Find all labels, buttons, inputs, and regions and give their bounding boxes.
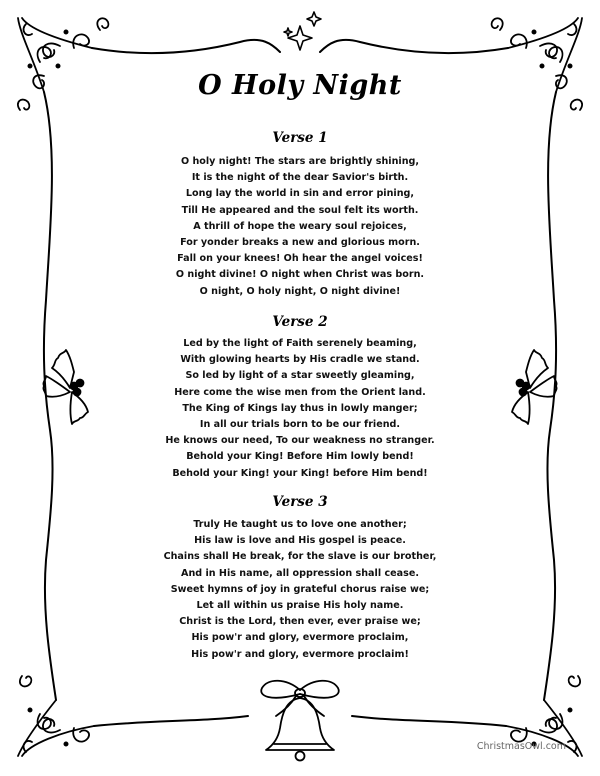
lyric-line: His pow'r and glory, evermore proclaim! xyxy=(191,648,409,660)
lyric-line: Fall on your knees! Oh hear the angel voices! xyxy=(177,253,423,265)
holly-icon xyxy=(512,350,557,424)
lyric-line: It is the night of the dear Savior's birth. xyxy=(191,172,409,184)
lyric-line: A thrill of hope the weary soul rejoices, xyxy=(193,220,407,232)
lyric-line: Behold your King! your King! before Him bend! xyxy=(172,467,428,479)
lyric-line: Long lay the world in sin and error pining, xyxy=(185,188,415,200)
lyric-line: Sweet hymns of joy in grateful chorus raise we; xyxy=(170,583,430,595)
verse-2-heading: Verse 2 xyxy=(272,314,328,330)
lyric-line: Let all within us praise His holy name. xyxy=(196,600,404,612)
lyric-line: Behold your King! Before Him lowly bend! xyxy=(186,451,414,463)
lyric-line: O night, O holy night, O night divine! xyxy=(199,285,401,297)
verse-1-lyrics xyxy=(120,154,480,300)
lyric-line: Chains shall He break, for the slave is our brother, xyxy=(163,551,437,563)
lyric-line: O night divine! O night when Christ was born. xyxy=(175,269,425,281)
bell-bow-icon xyxy=(261,681,338,761)
sparkle-stars-icon xyxy=(284,12,321,50)
lyric-line: O holy night! The stars are brightly shining, xyxy=(180,156,420,167)
lyric-line: In all our trials born to be our friend. xyxy=(199,419,401,431)
verse-2-lyrics xyxy=(120,336,480,482)
lyric-line: Truly He taught us to love one another; xyxy=(193,519,407,530)
lyric-line: Christ is the Lord, then ever, ever praise we; xyxy=(179,616,421,628)
verse-3-heading: Verse 3 xyxy=(272,494,328,510)
lyric-line: Till He appeared and the soul felt its worth. xyxy=(181,204,419,216)
lyric-line: And in His name, all oppression shall cease. xyxy=(181,567,419,579)
lyric-line: With glowing hearts by His cradle we stand. xyxy=(180,354,420,366)
lyric-line: The King of Kings lay thus in lowly manger; xyxy=(182,402,418,414)
lyric-line: For yonder breaks a new and glorious morn. xyxy=(180,237,420,249)
page-title: O Holy Night xyxy=(198,70,402,101)
swirl-flourish-icon xyxy=(18,676,94,756)
site-watermark: ChristmasOwl.com xyxy=(476,741,566,752)
verse-3-lyrics xyxy=(120,517,480,663)
lyric-line: So led by light of a star sweetly gleaming, xyxy=(185,370,415,382)
holly-icon xyxy=(43,350,88,424)
lyric-line: Here come the wise men from the Orient land. xyxy=(174,386,426,398)
lyric-line: His law is love and His gospel is peace. xyxy=(194,535,406,547)
lyric-line: Led by the light of Faith serenely beaming, xyxy=(183,338,417,349)
verse-1-heading: Verse 1 xyxy=(272,130,328,146)
lyric-line: He knows our need, To our weakness no stranger. xyxy=(165,435,435,447)
lyric-line: His pow'r and glory, evermore proclaim, xyxy=(191,632,409,644)
